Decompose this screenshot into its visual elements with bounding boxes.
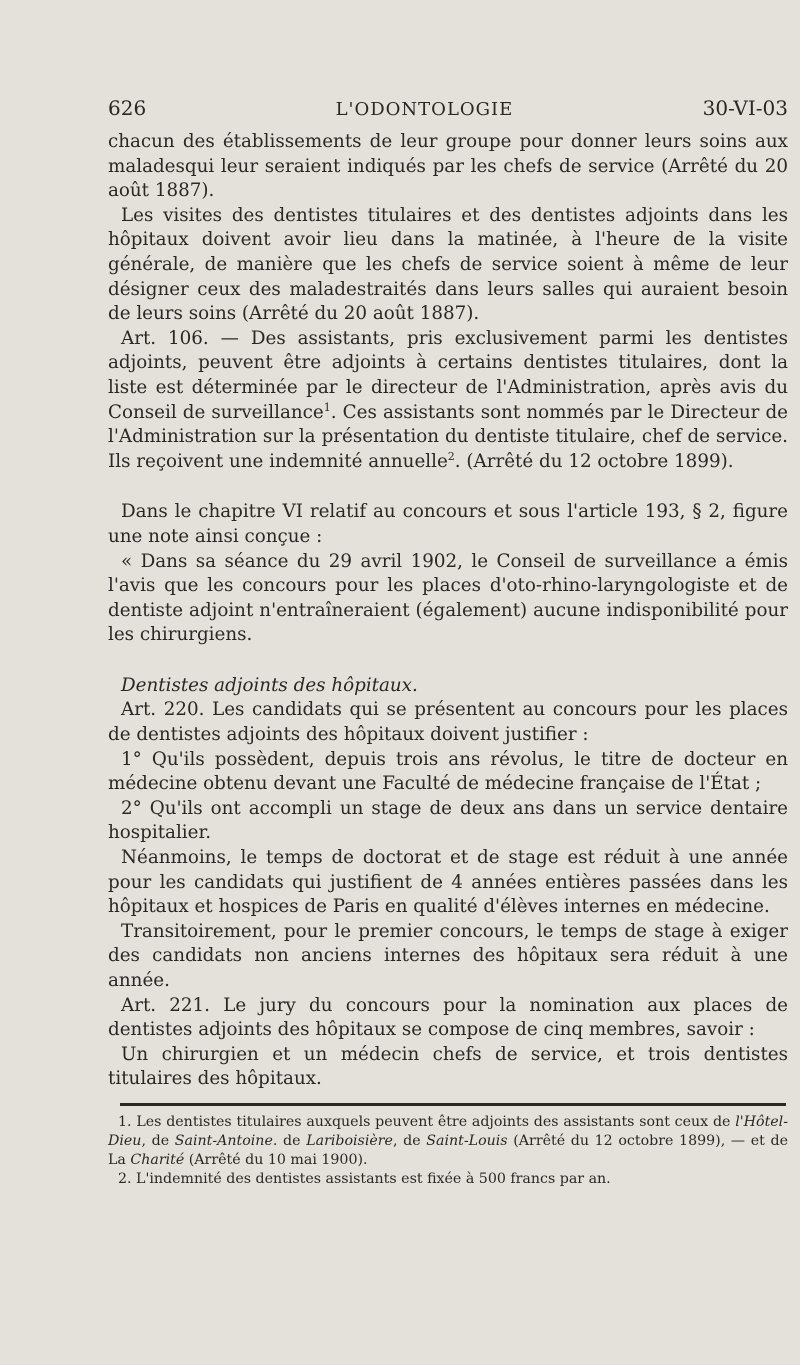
- list-item: 2° Qu'ils ont accompli un stage de deux ans dans un service dentaire hospitalier.: [108, 797, 788, 844]
- paragraph-text: Art. 106. — Des assistants, pris exclusivement parmi les dentistes adjoints, peuvent être adjoints à certains dentistes titulaires, dont la liste est déterminée par le directeur de l'Administration, après avis du Conseil de surveillance: [108, 327, 788, 423]
- footnote-divider: [120, 1103, 786, 1106]
- footnote-text: 1. Les dentistes titulaires auxquels peuvent être adjoints des assistants sont ceux de: [118, 1114, 736, 1130]
- footnote-2: 2. L'indemnité des dentistes assistants est fixée à 500 francs par an.: [118, 1171, 611, 1187]
- paragraph-art-106: [108, 327, 788, 475]
- footnote-italic: Saint-Louis: [426, 1133, 508, 1149]
- page-number: 626: [108, 96, 147, 120]
- list-item: 1° Qu'ils possèdent, depuis trois ans révolus, le titre de docteur en médecine obtenu devant une Faculté de médecine française de l'État ;: [108, 748, 788, 795]
- quoted-paragraph: « Dans sa séance du 29 avril 1902, le Conseil de surveillance a émis l'avis que les concours pour les places d'oto-rhino-laryngologiste et de dentiste adjoint n'entraîneraient (également) aucune indisponibilité pour les chirurgiens.: [108, 550, 788, 646]
- footnote-italic: Charité: [130, 1152, 185, 1168]
- footnote-italic: Saint-Antoine: [174, 1133, 273, 1149]
- paragraph: Néanmoins, le temps de doctorat et de stage est réduit à une année pour les candidats qui justifient de 4 années entières passées dans les hôpitaux et hospices de Paris en qualité d'élèves internes en médecine.: [108, 847, 788, 918]
- section-heading: Dentistes adjoints des hôpitaux.: [121, 674, 418, 696]
- paragraph: chacun des établissements de leur groupe pour donner leurs soins aux maladesqui leur seraient indiqués par les chefs de service (Arrêté du 20 août 1887).: [108, 131, 788, 202]
- page-header: [108, 96, 788, 120]
- footnote-text: , de: [392, 1133, 427, 1149]
- footnotes: [108, 1113, 788, 1189]
- paragraph-text: . Ces assistants sont nommés par le Directeur de l'Administration sur la présentation du dentiste titulaire, chef de service. Ils reçoivent une indemnité annuelle: [108, 401, 788, 472]
- paragraph-art-221: Art. 221. Le jury du concours pour la nomination aux places de dentistes adjoints des hôpitaux se compose de cinq membres, savoir :: [108, 994, 788, 1041]
- footnote-italic: Lariboisière: [306, 1133, 393, 1149]
- footnote-ref-2: 2: [447, 449, 455, 463]
- paragraph-art-220: Art. 220. Les candidats qui se présentent au concours pour les places de dentistes adjoints des hôpitaux doivent justifier :: [108, 699, 788, 746]
- footnote-text: , de: [141, 1133, 175, 1149]
- footnote-text: (Arrêté du 12 octobre 1899), — et de La: [108, 1133, 788, 1168]
- paragraph-text: . (Arrêté du 12 octobre 1899).: [454, 450, 734, 472]
- footnote-text: (Arrêté du 10 mai 1900).: [184, 1152, 368, 1168]
- issue-date: 30-VI-03: [702, 96, 788, 120]
- paragraph: Les visites des dentistes titulaires et des dentistes adjoints dans les hôpitaux doivent avoir lieu dans la matinée, à l'heure de la visite générale, de manière que les chefs de service soient à même de leur désigner ceux des maladestraités dans leurs salles qui auraient besoin de leurs soins (Arrêté du 20 août 1887).: [108, 204, 788, 325]
- paragraph: Transitoirement, pour le premier concours, le temps de stage à exiger des candidats non anciens internes des hôpitaux sera réduit à une année.: [108, 920, 788, 991]
- paragraph: Dans le chapitre VI relatif au concours et sous l'article 193, § 2, figure une note ainsi conçue :: [108, 501, 788, 547]
- journal-title: L'ODONTOLOGIE: [335, 99, 514, 120]
- footnote-text: . de: [272, 1133, 307, 1149]
- paragraph: Un chirurgien et un médecin chefs de service, et trois dentistes titulaires des hôpitaux.: [108, 1043, 788, 1090]
- footnote-1: [108, 1113, 788, 1170]
- footnote-ref-1: 1: [323, 400, 331, 414]
- footnote-italic: l'Hôtel-Dieu: [108, 1114, 788, 1149]
- body-text: [108, 130, 788, 1092]
